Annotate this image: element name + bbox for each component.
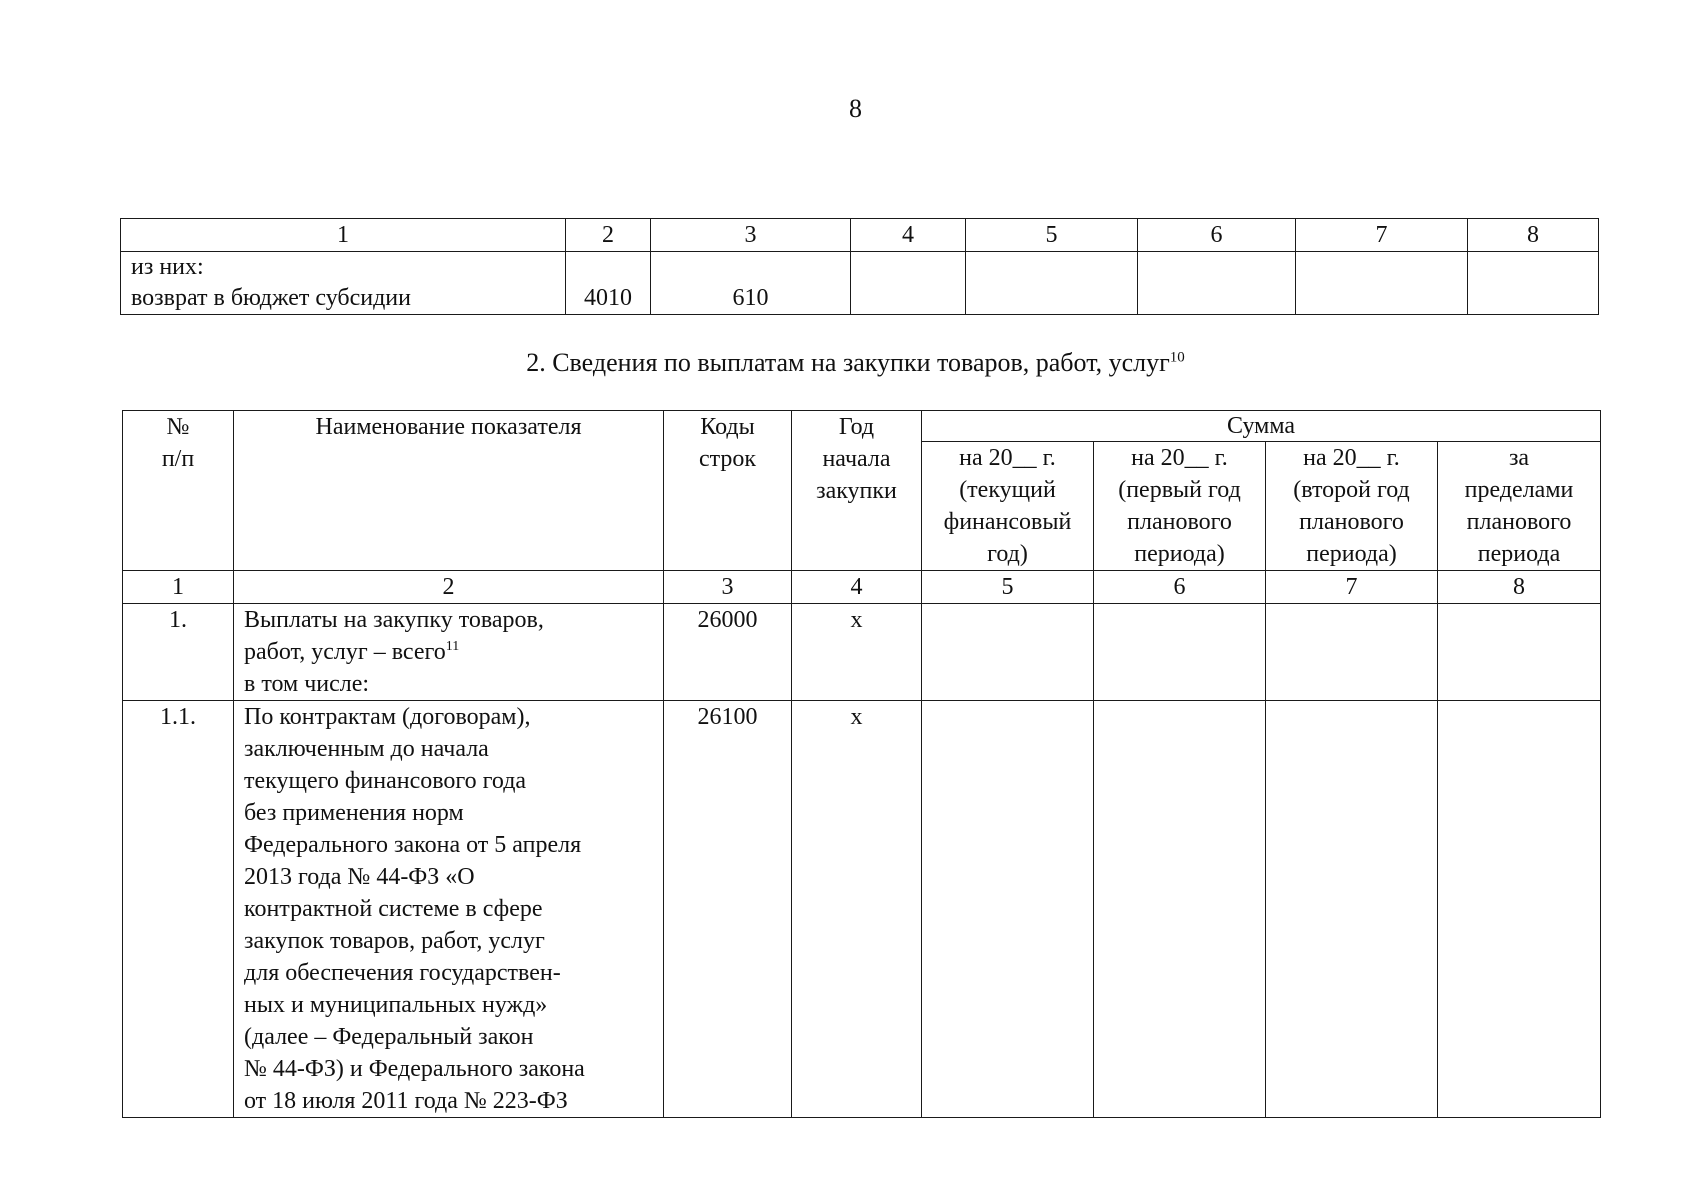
section-title-text: 2. Сведения по выплатам на закупки товаров, работ, услуг — [526, 348, 1170, 377]
header-num: № п/п — [123, 411, 234, 571]
row-code-cell: 4010 — [566, 252, 651, 315]
empty-cell — [1094, 701, 1266, 1118]
column-number: 3 — [651, 219, 851, 252]
row-code-cell: 26000 — [664, 604, 792, 701]
indicator-line: возврат в бюджет субсидии — [131, 285, 411, 311]
empty-cell — [1094, 604, 1266, 701]
section-title — [0, 348, 1699, 378]
column-number: 8 — [1468, 219, 1599, 252]
column-number: 5 — [966, 219, 1138, 252]
empty-cell — [922, 701, 1094, 1118]
header-second-plan-year: на 20__ г. (второй год планового периода) — [1266, 442, 1438, 571]
empty-cell — [922, 604, 1094, 701]
page-number: 8 — [849, 94, 862, 123]
empty-cell — [1266, 701, 1438, 1118]
indicator-line — [244, 636, 657, 668]
indicator-footnote: 11 — [445, 639, 460, 654]
column-number-row — [121, 219, 1599, 252]
column-number: 4 — [792, 571, 922, 604]
table-row — [123, 701, 1601, 1118]
header-year: Год начала закупки — [792, 411, 922, 571]
start-year-cell: x — [792, 701, 922, 1118]
header-codes: Коды строк — [664, 411, 792, 571]
row-number: 1.1. — [123, 701, 234, 1118]
indicator-text: работ, услуг – всего — [244, 639, 446, 665]
empty-cell — [1438, 701, 1601, 1118]
header-current-year: на 20__ г. (текущий финансовый год) — [922, 442, 1094, 571]
table-row — [123, 604, 1601, 701]
column-number-row — [123, 571, 1601, 604]
empty-cell — [1438, 604, 1601, 701]
continuation-table — [120, 218, 1599, 315]
row-code-cell: 26100 — [664, 701, 792, 1118]
indicator-line: из них: — [131, 254, 204, 280]
empty-cell — [1266, 604, 1438, 701]
empty-cell — [851, 252, 966, 315]
empty-cell — [966, 252, 1138, 315]
indicator-line: Выплаты на закупку товаров, — [244, 607, 544, 633]
column-number: 4 — [851, 219, 966, 252]
column-number: 7 — [1266, 571, 1438, 604]
indicator-line: в том числе: — [244, 671, 370, 697]
table-row — [121, 252, 1599, 315]
column-number: 1 — [123, 571, 234, 604]
header-sum: Сумма — [922, 411, 1601, 442]
indicator-name-cell: По контрактам (договорам), заключенным до начала текущего финансового года без применения норм Федерального закона от 5 апреля 2013 года № 44-ФЗ «О контрактной системе в сфере закупок товаров, работ, услуг для обеспечения государствен- ных и муниципальных нужд» (далее – Федеральный закон № 44-ФЗ) и Федерального закона от 18 июля 2011 года № 223-ФЗ — [234, 701, 664, 1118]
row-number: 1. — [123, 604, 234, 701]
header-name: Наименование показателя — [234, 411, 664, 571]
column-number: 3 — [664, 571, 792, 604]
column-number: 6 — [1094, 571, 1266, 604]
column-number: 2 — [566, 219, 651, 252]
column-number: 2 — [234, 571, 664, 604]
empty-cell — [1138, 252, 1296, 315]
start-year-cell: x — [792, 604, 922, 701]
value-cell: 610 — [651, 252, 851, 315]
empty-cell — [1296, 252, 1468, 315]
header-first-plan-year: на 20__ г. (первый год планового периода) — [1094, 442, 1266, 571]
column-number: 6 — [1138, 219, 1296, 252]
indicator-name-cell — [234, 604, 664, 701]
column-number: 1 — [121, 219, 566, 252]
empty-cell — [1468, 252, 1599, 315]
header-beyond-plan: за пределами планового периода — [1438, 442, 1601, 571]
column-number: 7 — [1296, 219, 1468, 252]
section-title-footnote: 10 — [1169, 349, 1185, 366]
header-row-1 — [123, 411, 1601, 442]
procurement-payments-table — [122, 410, 1601, 1118]
indicator-name-cell — [121, 252, 566, 315]
column-number: 8 — [1438, 571, 1601, 604]
column-number: 5 — [922, 571, 1094, 604]
